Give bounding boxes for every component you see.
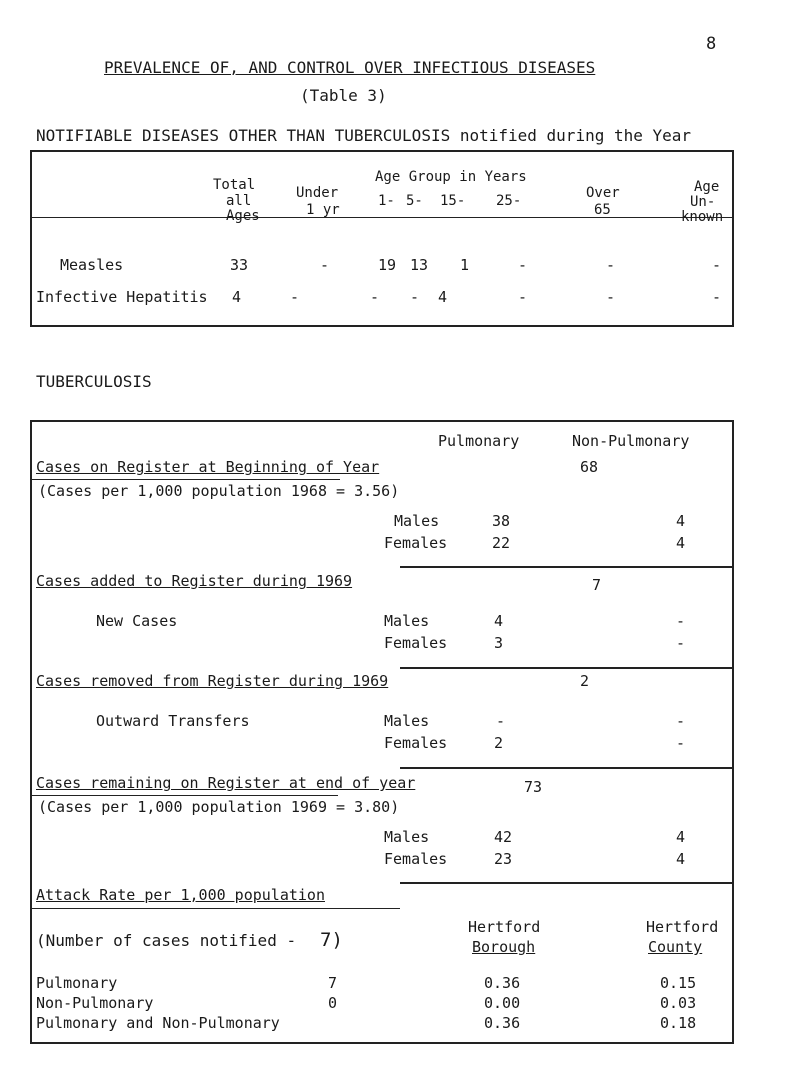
cell-pulmonary: 3 — [494, 634, 504, 652]
header-age-unknown: Age — [694, 179, 720, 195]
remaining-rule — [30, 795, 338, 796]
cell-over-65: - — [606, 288, 616, 306]
cell-non-pulmonary: - — [676, 712, 686, 730]
cell-age-5: 13 — [410, 256, 429, 274]
header-over-65: Over — [586, 185, 620, 201]
row-label-males: Males — [384, 612, 430, 630]
attack-row-label: Non-Pulmonary — [36, 994, 154, 1012]
remaining-label: Cases remaining on Register at end of year — [36, 774, 416, 792]
notifiable-top-rule — [30, 150, 734, 152]
cell-pulmonary: 38 — [492, 512, 511, 530]
notifiable-right-rule — [732, 150, 734, 326]
attack-row-label: Pulmonary — [36, 974, 118, 992]
row-label-females: Females — [384, 850, 448, 868]
cell-pulmonary: 2 — [494, 734, 504, 752]
cell-age-15: 1 — [460, 256, 470, 274]
header-age-15: 15- — [440, 193, 466, 209]
tb-top-rule — [30, 420, 734, 422]
notifiable-left-rule — [30, 150, 32, 326]
cell-age-1: - — [370, 288, 380, 306]
header-age-unknown: known — [681, 209, 724, 225]
remaining-note: (Cases per 1,000 population 1969 = 3.80) — [38, 798, 400, 816]
page-heading: PREVALENCE OF, AND CONTROL OVER INFECTIOUS DISEASES — [104, 58, 596, 77]
section-rule — [400, 767, 734, 769]
tb-title: TUBERCULOSIS — [36, 372, 152, 391]
notifiable-bottom-rule — [30, 325, 734, 327]
col-borough: Hertford — [468, 918, 541, 936]
row-label-males: Males — [394, 512, 440, 530]
cell-age-5: - — [410, 288, 420, 306]
cell-age-25: - — [518, 288, 528, 306]
header-age-25: 25- — [496, 193, 522, 209]
cell-over-65: - — [606, 256, 616, 274]
col-borough: Borough — [472, 938, 536, 956]
beginning-label: Cases on Register at Beginning of Year — [36, 458, 380, 476]
cell-under-1: - — [320, 256, 330, 274]
tb-bottom-rule — [30, 1042, 734, 1044]
added-total: 7 — [592, 576, 602, 594]
cell-borough: 0.00 — [484, 994, 521, 1012]
cell-county: 0.18 — [660, 1014, 697, 1032]
attack-row-count: 7 — [328, 974, 338, 992]
cell-non-pulmonary: - — [676, 634, 686, 652]
beginning-note: (Cases per 1,000 population 1968 = 3.56) — [38, 482, 400, 500]
header-under-1yr: Under — [296, 185, 339, 201]
header-total: Total — [213, 177, 256, 193]
removed-label: Cases removed from Register during 1969 — [36, 672, 389, 690]
cell-age-1: 19 — [378, 256, 397, 274]
added-label: Cases added to Register during 1969 — [36, 572, 353, 590]
cell-non-pulmonary: 4 — [676, 512, 686, 530]
removed-total: 2 — [580, 672, 590, 690]
cell-pulmonary: 4 — [494, 612, 504, 630]
cell-total: 4 — [232, 288, 242, 306]
cell-total: 33 — [230, 256, 249, 274]
notifiable-title: NOTIFIABLE DISEASES OTHER THAN TUBERCULOSIS notified during the Year — [36, 126, 692, 145]
tb-right-rule — [732, 420, 734, 1044]
cell-pulmonary: 23 — [494, 850, 513, 868]
attack-label: Attack Rate per 1,000 population — [36, 886, 325, 904]
added-sub-label: New Cases — [96, 612, 178, 630]
row-label-females: Females — [384, 634, 448, 652]
cell-borough: 0.36 — [484, 1014, 521, 1032]
row-label-males: Males — [384, 828, 430, 846]
section-rule — [400, 566, 734, 568]
cell-non-pulmonary: 4 — [676, 828, 686, 846]
cell-county: 0.15 — [660, 974, 697, 992]
col-county: County — [648, 938, 703, 956]
cell-borough: 0.36 — [484, 974, 521, 992]
col-county: Hertford — [646, 918, 719, 936]
row-label-females: Females — [384, 734, 448, 752]
cell-age-15: 4 — [438, 288, 448, 306]
disease-name: Infective Hepatitis — [36, 288, 208, 306]
cell-non-pulmonary: 4 — [676, 850, 686, 868]
cell-pulmonary: 42 — [494, 828, 513, 846]
header-total: Ages — [226, 208, 260, 224]
cell-non-pulmonary: - — [676, 734, 686, 752]
col-non-pulmonary: Non-Pulmonary — [572, 432, 690, 450]
attack-note: (Number of cases notified - — [36, 931, 297, 950]
beginning-total: 68 — [580, 458, 599, 476]
header-age-group: Age Group in Years — [375, 169, 527, 185]
section-rule — [400, 882, 734, 884]
col-pulmonary: Pulmonary — [438, 432, 520, 450]
attack-note-count: 7) — [320, 929, 343, 951]
cell-unknown: - — [712, 288, 722, 306]
notifiable-header-rule — [30, 217, 734, 218]
table-label: (Table 3) — [300, 86, 387, 105]
header-age-5: 5- — [406, 193, 423, 209]
attack-row-label: Pulmonary and Non-Pulmonary — [36, 1014, 280, 1032]
beginning-rule — [30, 479, 340, 480]
disease-name: Measles — [60, 256, 124, 274]
cell-non-pulmonary: 4 — [676, 534, 686, 552]
cell-under-1: - — [290, 288, 300, 306]
header-under-1yr: 1 yr — [306, 202, 340, 218]
cell-county: 0.03 — [660, 994, 697, 1012]
remaining-total: 73 — [524, 778, 543, 796]
row-label-males: Males — [384, 712, 430, 730]
page-number: 8 — [706, 34, 717, 54]
cell-unknown: - — [712, 256, 722, 274]
tb-left-rule — [30, 420, 32, 1044]
cell-non-pulmonary: - — [676, 612, 686, 630]
cell-pulmonary: 22 — [492, 534, 511, 552]
section-rule — [400, 667, 734, 669]
cell-pulmonary: - — [496, 712, 506, 730]
header-total: all — [226, 193, 252, 209]
row-label-females: Females — [384, 534, 448, 552]
header-age-unknown: Un- — [690, 194, 716, 210]
attack-row-count: 0 — [328, 994, 338, 1012]
cell-age-25: - — [518, 256, 528, 274]
attack-rule — [30, 908, 400, 909]
header-age-1: 1- — [378, 193, 395, 209]
removed-sub-label: Outward Transfers — [96, 712, 250, 730]
header-over-65: 65 — [594, 202, 611, 218]
